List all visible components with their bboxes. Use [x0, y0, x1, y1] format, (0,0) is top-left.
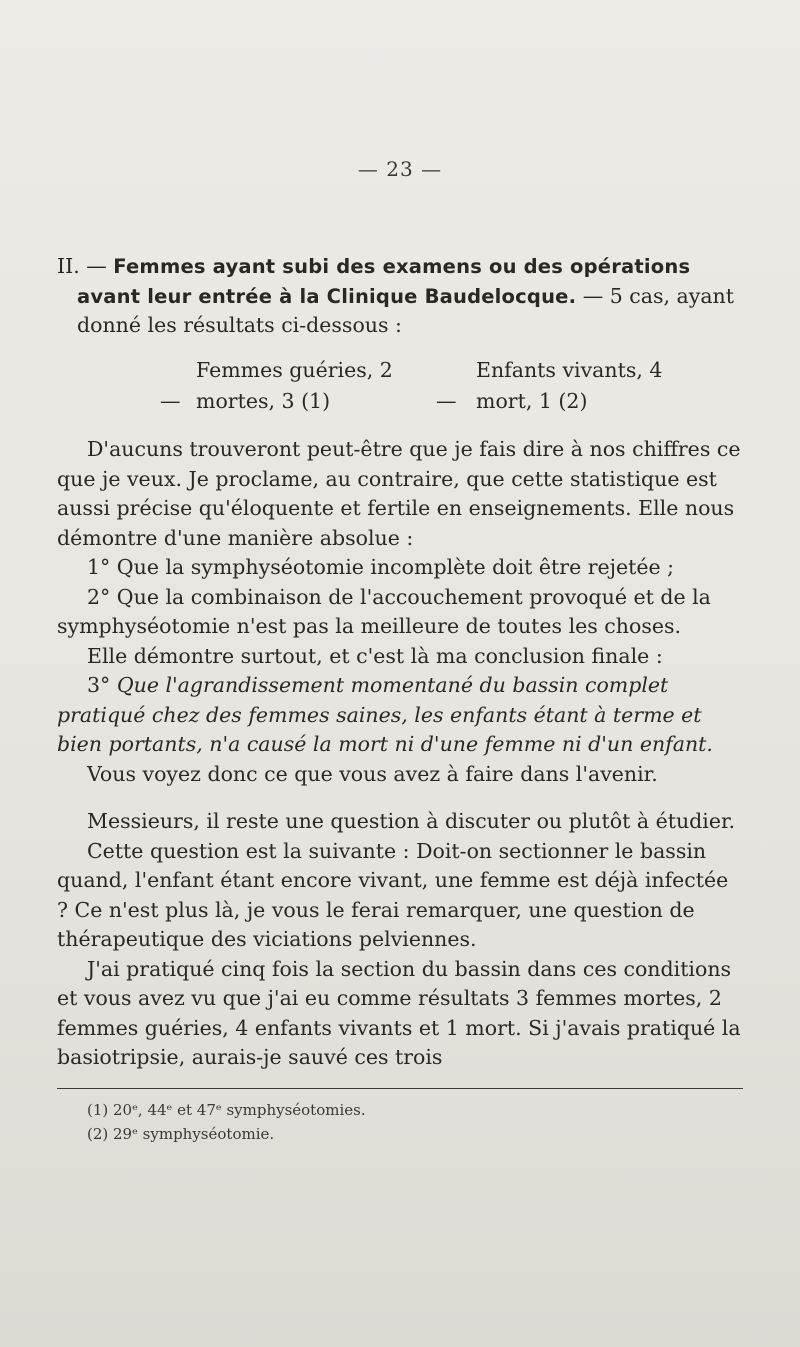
- heading-rest: — 5 cas, ayant donné les résultats ci-dessous :: [77, 283, 735, 337]
- italic-conclusion: Que l'agrandissement momentané du bassin complet pratiqué chez des femmes saines, les enfants étant à terme et bien portants, n'a causé la mort ni d'une femme ni d'un enfant.: [57, 673, 713, 756]
- footnotes: [87, 1098, 727, 1146]
- paragraph: Vous voyez donc ce que vous avez à faire dans l'avenir.: [87, 761, 658, 786]
- footnote: (1) 20ᵉ, 44ᵉ et 47ᵉ symphyséotomies.: [87, 1101, 366, 1119]
- paragraph: [57, 671, 743, 760]
- results-dash: [436, 355, 476, 386]
- paragraph: D'aucuns trouveront peut-être que je fais dire à nos chiffres ce que je veux. Je proclame, au contraire, que cette statistique est aussi précise qu'éloquente et fertile en enseignements. Elle nous démontre d'une manière absolue :: [57, 437, 741, 550]
- results-row: [160, 355, 720, 386]
- results-dash: [160, 355, 196, 386]
- list-number: 3°: [87, 673, 117, 697]
- paragraph: Messieurs, il reste une question à discuter ou plutôt à étudier.: [87, 809, 736, 833]
- heading-bold-title: Femmes ayant subi des examens ou des opérations avant leur entrée à la Clinique Baudelocque.: [77, 255, 691, 308]
- results-children: mort, 1 (2): [476, 389, 588, 413]
- results-children: Enfants vivants, 4: [476, 358, 663, 382]
- results-table: [160, 355, 720, 417]
- paragraph: 1° Que la symphyséotomie incomplète doit être rejetée ;: [87, 555, 675, 579]
- page-number: — 23 —: [357, 157, 443, 181]
- footnote: (2) 29ᵉ symphyséotomie.: [87, 1125, 275, 1143]
- paragraph: 2° Que la combinaison de l'accouchement provoqué et de la symphyséotomie n'est pas la meilleure de toutes les choses.: [57, 584, 711, 638]
- paragraph: Cette question est la suivante : Doit-on sectionner le bassin quand, l'enfant étant encore vivant, une femme est déjà infectée ? Ce n'est plus là, je vous le ferai remarquer, une question de thérapeutique des viciations pelviennes.: [57, 838, 729, 951]
- heading-paragraph: [57, 252, 743, 341]
- results-row: [160, 386, 720, 417]
- main-text: [57, 435, 743, 1073]
- results-dash: —: [160, 389, 181, 413]
- paragraph: Elle démontre surtout, et c'est là ma conclusion finale :: [87, 643, 663, 668]
- results-women: mortes, 3 (1): [196, 389, 331, 413]
- results-women: Femmes guéries, 2: [196, 358, 393, 382]
- section-heading: [57, 252, 743, 341]
- heading-numeral: II. —: [57, 254, 107, 278]
- footnote-rule: [57, 1088, 743, 1089]
- results-dash: —: [436, 389, 457, 413]
- paragraph: J'ai pratiqué cinq fois la section du bassin dans ces conditions et vous avez vu que j'ai eu comme résultats 3 femmes mortes, 2 femmes guéries, 4 enfants vivants et 1 mort. Si j'avais pratiqué la basiotripsie, aurais-je sauvé ces trois: [57, 956, 741, 1069]
